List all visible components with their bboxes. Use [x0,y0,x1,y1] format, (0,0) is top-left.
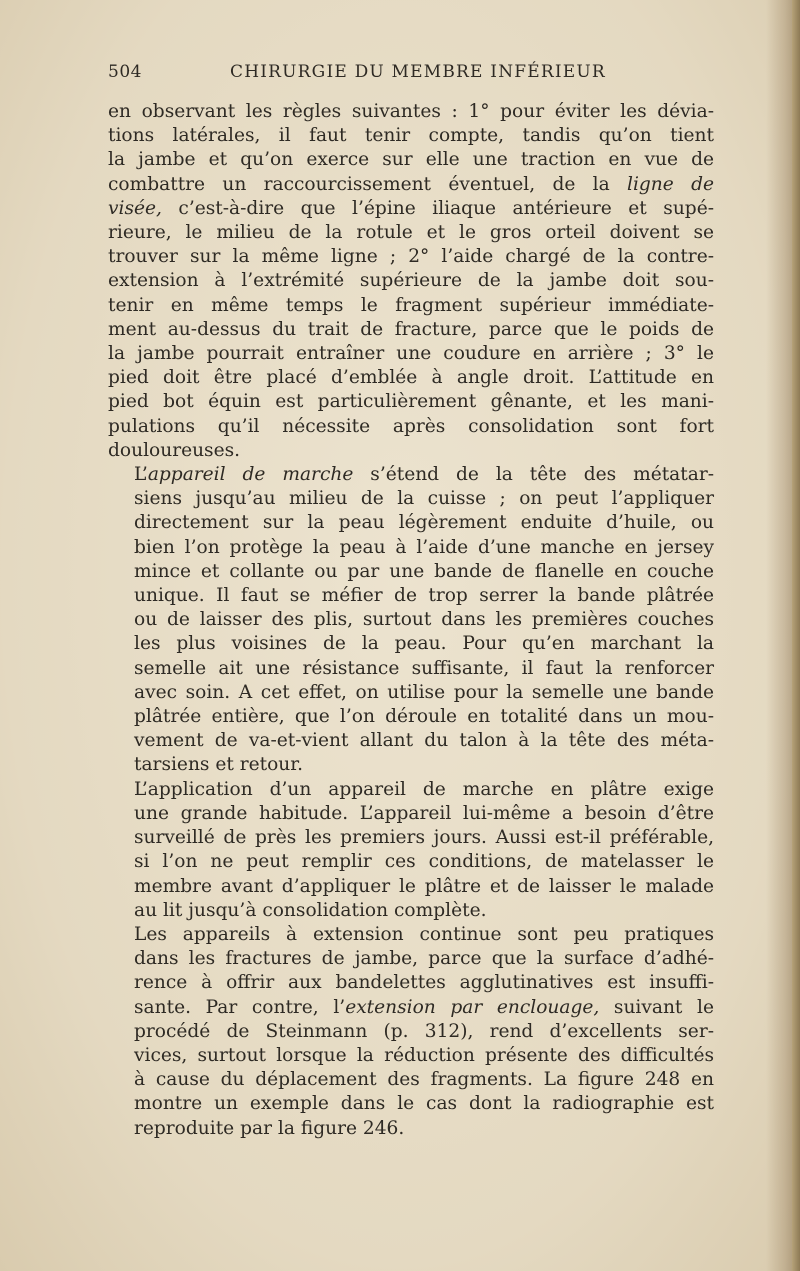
italic-text: appareil de marche [147,464,354,486]
text-line [108,148,714,172]
text-run: trouver sur la même ligne ; 2° l’aide chargé de la contre- [108,246,714,268]
text-run: vices, surtout lorsque la réduction présente des difficultés [134,1044,714,1066]
text-line [108,245,714,269]
text-run: extension à l’extrémité supérieure de la jambe doit sou- [108,270,714,292]
text-line [108,753,714,777]
text-run: Les appareils à extension continue sont peu pratiques [134,923,714,945]
text-line [108,390,714,414]
text-line [108,705,714,729]
text-line [108,632,714,656]
text-line [108,197,714,221]
italic-text: extension par enclouage, [345,996,600,1018]
text-run: s’étend de la tête des métatar- [353,464,714,486]
italic-text: visée, [108,197,162,219]
text-run: siens jusqu’au milieu de la cuisse ; on peut l’appliquer [134,488,714,510]
text-line [108,802,714,826]
text-run: tenir en même temps le fragment supérieur immédiate- [108,294,714,316]
paragraph [108,463,714,778]
text-line [108,778,714,802]
text-run: ment au-dessus du trait de fracture, parce que le poids de [108,318,714,340]
text-line [108,342,714,366]
text-run: reproduite par la figure 246. [134,1117,405,1139]
text-line [108,1092,714,1116]
text-line [108,996,714,1020]
text-line [108,947,714,971]
text-line [108,439,714,463]
book-spine-edge [792,0,800,1271]
text-line [108,899,714,923]
text-run: si l’on ne peut remplir ces conditions, de matelasser le [134,851,714,873]
text-line [108,221,714,245]
text-run: pied bot équin est particulièrement gênante, et les mani- [108,391,714,413]
text-run: tions latérales, il faut tenir compte, tandis qu’on tient [108,125,714,147]
text-run: les plus voisines de la peau. Pour qu’en marchant la [134,633,714,655]
text-line [108,318,714,342]
page-header [108,62,714,88]
paragraph [108,778,714,923]
text-line [108,608,714,632]
text-line [108,1020,714,1044]
text-run: c’est-à-dire que l’épine iliaque antérieure et supé- [161,197,714,219]
text-run: au lit jusqu’à consolidation complète. [134,899,487,921]
text-run: procédé de Steinmann (p. 312), rend d’excellents ser- [134,1020,714,1042]
text-run: à cause du déplacement des fragments. La figure 248 en [134,1069,714,1091]
text-run: montre un exemple dans le cas dont la radiographie est [134,1093,714,1115]
text-run: avec soin. A cet effet, on utilise pour la semelle une bande [134,681,714,703]
text-line [108,269,714,293]
text-line [108,1117,714,1141]
text-line [108,875,714,899]
text-run: L’application d’un appareil de marche en plâtre exige [134,778,714,800]
text-run: rieure, le milieu de la rotule et le gros orteil doivent se [108,222,714,244]
text-line [108,850,714,874]
text-line [108,511,714,535]
text-run: directement sur la peau légèrement enduite d’huile, ou [134,512,714,534]
text-line [108,729,714,753]
text-run: surveillé de près les premiers jours. Aussi est-il préférable, [134,827,714,849]
text-line [108,173,714,197]
text-run: sante. Par contre, l’ [134,996,346,1018]
running-title: CHIRURGIE DU MEMBRE INFÉRIEUR [230,62,606,82]
text-line [108,100,714,124]
text-run: membre avant d’appliquer le plâtre et de laisser le malade [134,875,714,897]
text-run: pulations qu’il nécessite après consolidation sont fort [108,415,714,437]
text-line [108,366,714,390]
italic-text: ligne de [627,173,714,195]
text-line [108,657,714,681]
body-text [108,100,714,1141]
text-run: unique. Il faut se méfier de trop serrer la bande plâtrée [134,585,714,607]
text-run: mince et collante ou par une bande de flanelle en couche [134,560,714,582]
text-line [108,294,714,318]
text-line [108,1044,714,1068]
text-line [108,681,714,705]
text-run: bien l’on protège la peau à l’aide d’une manche en jersey [134,536,714,558]
text-run: dans les fractures de jambe, parce que la surface d’adhé- [134,948,714,970]
text-line [108,584,714,608]
text-run: plâtrée entière, que l’on déroule en totalité dans un mou- [134,706,714,728]
text-run: suivant le [599,996,714,1018]
text-run: rence à offrir aux bandelettes agglutinatives est insuffi- [134,972,714,994]
text-line [108,923,714,947]
text-run: une grande habitude. L’appareil lui-même a besoin d’être [134,802,714,824]
text-run: semelle ait une résistance suffisante, il faut la renforcer [134,657,714,679]
text-line [108,536,714,560]
text-line [108,1068,714,1092]
text-run: tarsiens et retour. [134,754,304,776]
text-run: combattre un raccourcissement éventuel, de la [108,173,627,195]
text-run: la jambe pourrait entraîner une coudure en arrière ; 3° le [108,343,714,365]
text-line [108,826,714,850]
text-run: la jambe et qu’on exerce sur elle une traction en vue de [108,149,714,171]
text-run: en observant les règles suivantes : 1° pour éviter les dévia- [108,101,714,122]
paragraph [108,100,714,463]
text-run: pied doit être placé d’emblée à angle droit. L’attitude en [108,367,714,389]
text-run: ou de laisser des plis, surtout dans les premières couches [134,609,714,631]
text-run: L’ [134,464,148,486]
text-line [108,415,714,439]
text-run: douloureuses. [108,439,241,461]
page-number: 504 [108,62,142,82]
text-line [108,487,714,511]
text-line [108,971,714,995]
text-line [108,463,714,487]
text-line [108,560,714,584]
text-line [108,124,714,148]
text-run: vement de va-et-vient allant du talon à la tête des méta- [134,730,714,752]
paragraph [108,923,714,1141]
